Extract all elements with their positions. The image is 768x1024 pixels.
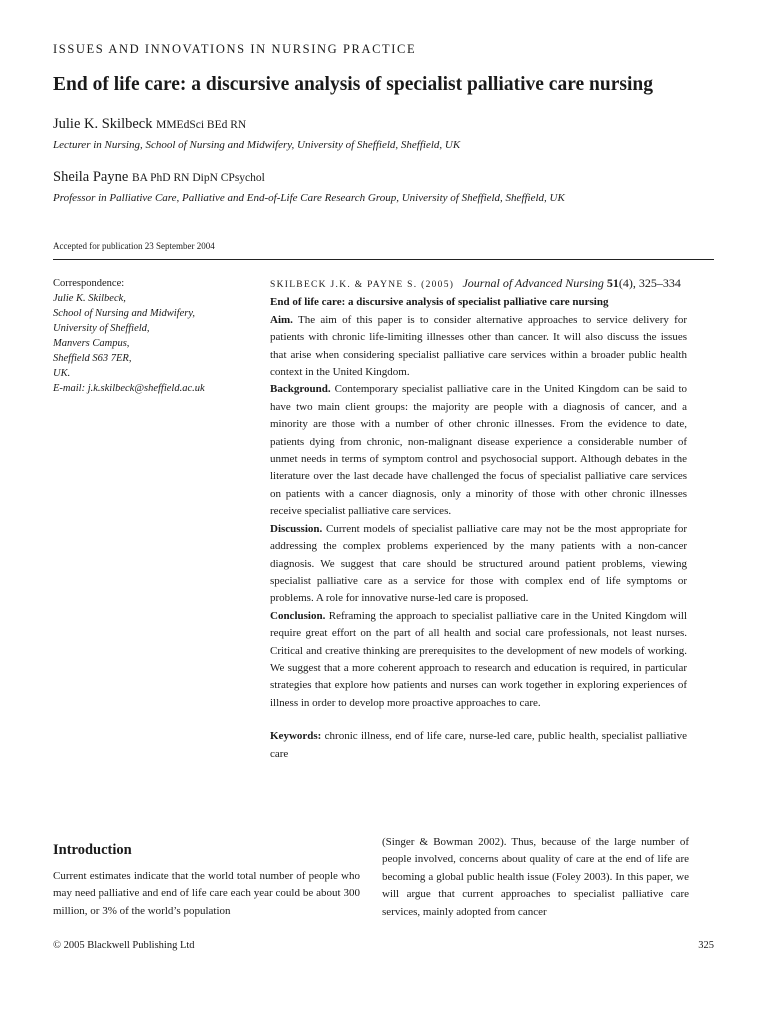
keywords-label: Keywords:: [270, 730, 322, 743]
introduction-left-text: Current estimates indicate that the world total number of people who may need palliative and end of life care each year could be about 300 million, or 3% of the world’s population: [53, 870, 360, 917]
correspondence-line: Manvers Campus,: [53, 338, 130, 349]
accepted-date: Accepted for publication 23 September 2004: [53, 241, 215, 251]
page-number: 325: [698, 940, 714, 951]
correspondence-line: University of Sheffield,: [53, 323, 150, 334]
background-text: Contemporary specialist palliative care in the United Kingdom can be said to have two main client groups: the majority are people with a diagnosis of cancer, and a minority are those with a number of other chronic illnesses. From the evidence to date, patients dying from chronic, non-malignant disease experience a considerable number of unmet needs in terms of symptom control and psychosocial support. Although debates in the literature over the last decade have challenged the focus of specialist palliative care services on patients with a cancer diagnosis, only a minority of those with other chronic illnesses receive specialist palliative care services.: [270, 383, 687, 518]
introduction-left-column: [53, 868, 360, 920]
author-1-degrees: MMEdSci BEd RN: [156, 119, 247, 131]
introduction-right-column: [382, 834, 689, 921]
conclusion-text: Reframing the approach to specialist palliative care in the United Kingdom will require great effort on the part of all health and social care professionals, not least nurses. Critical and creative thinking are prerequisites to the development of new models of working. We suggest that a more coherent approach to research and education is required, in particular strategies that explore how patients and nurses can work together in exploring experiences of illness in order to develop more proactive approaches to care.: [270, 609, 687, 709]
citation: [270, 275, 687, 294]
author-2-affiliation: Professor in Palliative Care, Palliative and End-of-Life Care Research Group, University of Sheffield, Sheffield, UK: [53, 192, 565, 204]
journal-issue-pages: (4), 325–334: [618, 276, 681, 290]
abstract-keywords: [270, 728, 687, 763]
correspondence-label: Correspondence:: [53, 278, 125, 289]
author-2-name: Sheila Payne: [53, 169, 129, 185]
discussion-label: Discussion.: [270, 522, 323, 535]
author-1-name: Julie K. Skilbeck: [53, 116, 153, 132]
author-2-degrees: BA PhD RN DipN CPsychol: [131, 172, 265, 184]
abstract-aim: [270, 312, 687, 382]
correspondence-line: School of Nursing and Midwifery,: [53, 308, 196, 319]
correspondence-line: UK.: [53, 368, 71, 379]
abstract: [270, 275, 687, 763]
header-rule: [53, 259, 714, 260]
copyright: © 2005 Blackwell Publishing Ltd: [53, 940, 195, 951]
journal-volume: 51: [606, 276, 619, 290]
keywords-text: chronic illness, end of life care, nurse-led care, public health, specialist palliative care: [270, 730, 687, 760]
abstract-discussion: [270, 521, 687, 608]
citation-authors: SKILBECK J.K. & PAYNE S. (2005): [270, 280, 455, 290]
introduction-heading: Introduction: [53, 842, 132, 858]
aim-text: The aim of this paper is to consider alternative approaches to service delivery for patients with chronic life-limiting illnesses other than cancer. It will also discuss the issues that arise when considering specialist palliative care services within a broader public health context in the United Kingdom.: [270, 313, 687, 379]
introduction-right-text: (Singer & Bowman 2002). Thus, because of the large number of people involved, concerns about quality of care at the end of life are becoming a global public health issue (Foley 2003). In this paper, we will argue that current approaches to specialist palliative care services, mainly adopted from cancer: [382, 836, 689, 918]
abstract-title: End of life care: a discursive analysis of specialist palliative care nursing: [270, 296, 609, 309]
abstract-background: [270, 381, 687, 520]
correspondence-line: Julie K. Skilbeck,: [53, 293, 126, 304]
correspondence-line: Sheffield S63 7ER,: [53, 353, 132, 364]
author-1-affiliation: Lecturer in Nursing, School of Nursing and Midwifery, University of Sheffield, Sheffield, UK: [53, 139, 461, 151]
correspondence-email: E-mail: j.k.skilbeck@sheffield.ac.uk: [53, 383, 205, 394]
section-label: ISSUES AND INNOVATIONS IN NURSING PRACTICE: [53, 42, 417, 56]
author-2: [53, 169, 265, 186]
journal-name: Journal of Advanced Nursing: [462, 276, 604, 290]
background-label: Background.: [270, 383, 331, 396]
author-1: [53, 116, 246, 133]
correspondence-block: [53, 276, 205, 396]
abstract-conclusion: [270, 608, 687, 712]
discussion-text: Current models of specialist palliative care may not be the most appropriate for addressing the complex problems experienced by the many patients with a non-cancer diagnosis. We suggest that care should be structured around patient problems, viewing specialist palliative care as a service for those with complex end of life symptoms or problems. A role for innovative nurse-led care is proposed.: [270, 522, 687, 605]
conclusion-label: Conclusion.: [270, 609, 326, 622]
article-title: End of life care: a discursive analysis of specialist palliative care nursing: [53, 74, 653, 95]
aim-label: Aim.: [270, 313, 293, 326]
